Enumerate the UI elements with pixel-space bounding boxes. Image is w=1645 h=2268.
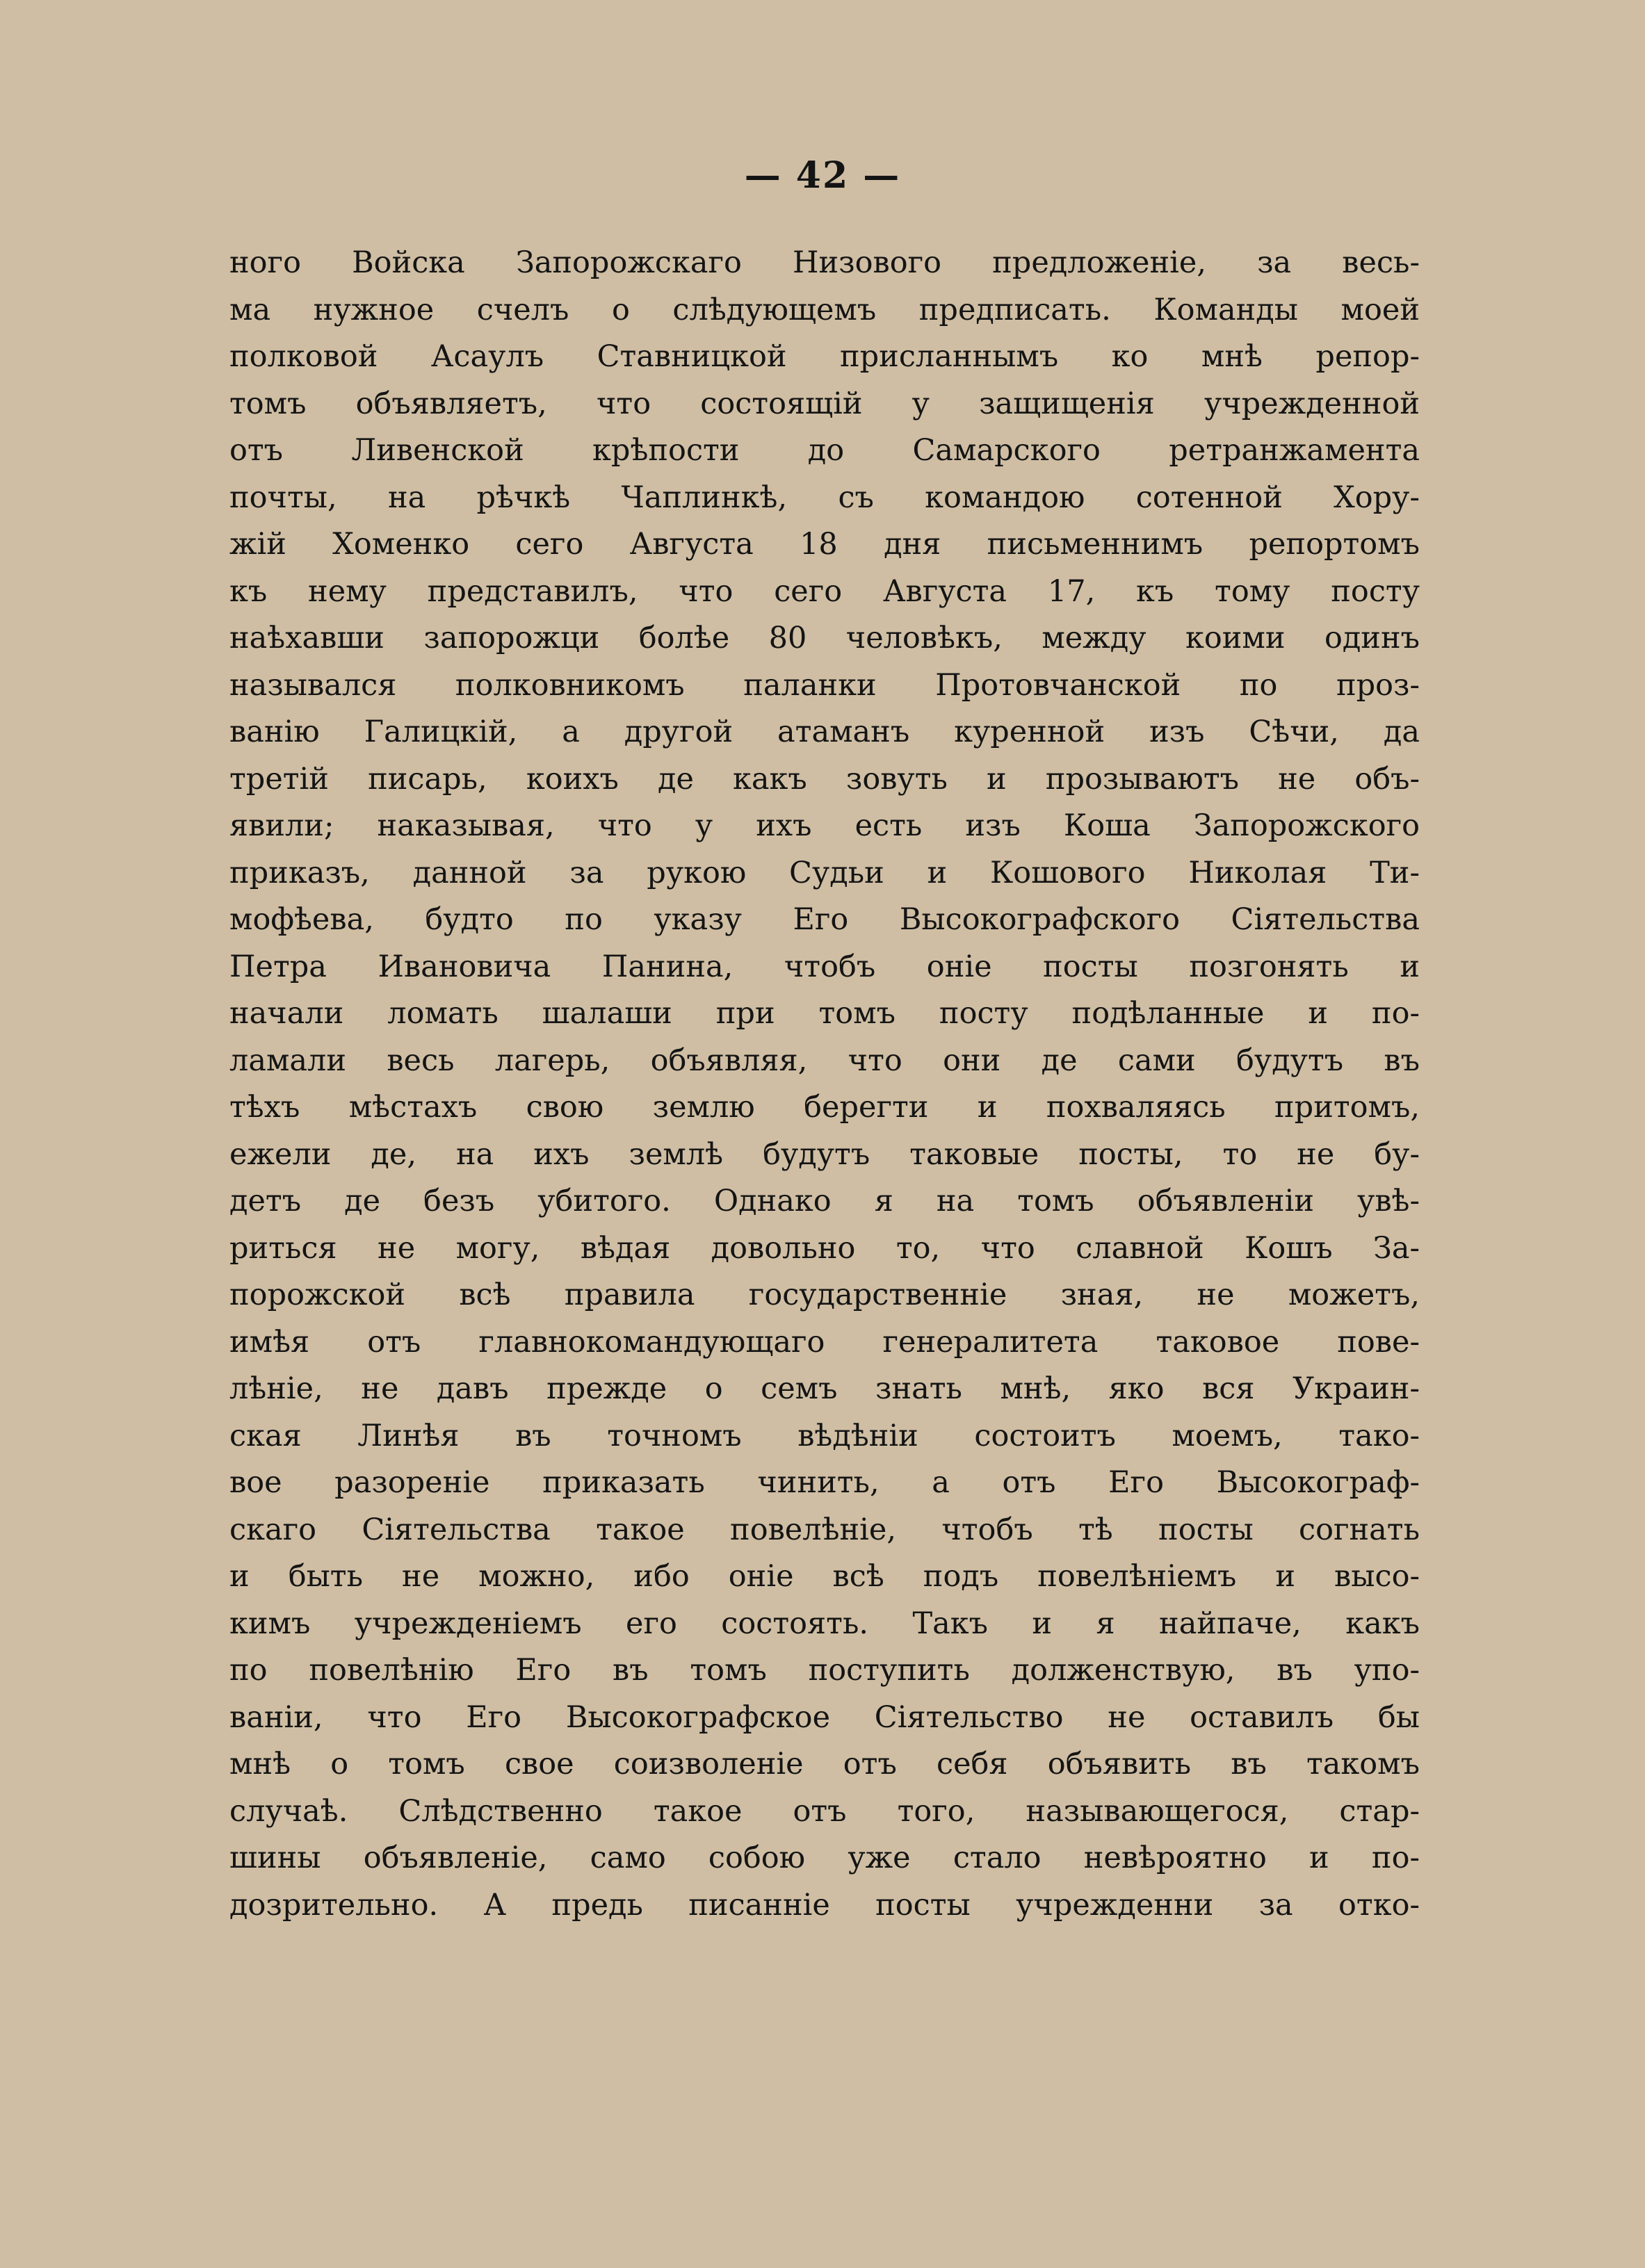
page-number: — 42 — xyxy=(744,154,901,197)
text-line: отъ Ливенской крѣпости до Самарского ретранжамента xyxy=(229,433,1420,468)
text-line: приказъ, данной за рукою Судьи и Кошового Николая Ти- xyxy=(229,855,1420,890)
text-line: полковой Асаулъ Ставницкой присланнымъ ко мнѣ репор- xyxy=(229,339,1420,374)
text-line: имѣя отъ главнокомандующаго генералитета таковое пове- xyxy=(229,1324,1420,1360)
text-line: мнѣ о томъ свое соизволеніе отъ себя объявить въ такомъ xyxy=(229,1747,1420,1781)
text-line: ванію Галицкій, а другой атаманъ куренной изъ Сѣчи, да xyxy=(229,715,1420,749)
text-line: кимъ учрежденіемъ его состоять. Такъ и я найпаче, какъ xyxy=(229,1606,1420,1641)
text-line: случаѣ. Слѣдственно такое отъ того, называющегося, стар- xyxy=(229,1793,1420,1829)
text-line: детъ де безъ убитого. Однако я на томъ объявленіи увѣ- xyxy=(229,1184,1420,1218)
text-line: по повелѣнію Его въ томъ поступить долженствую, въ упо- xyxy=(229,1653,1420,1688)
text-line: шины объявленіе, само собою уже стало невѣроятно и по- xyxy=(229,1841,1420,1875)
text-line: ваніи, что Его Высокографское Сіятельство не оставилъ бы xyxy=(229,1699,1420,1735)
body-text xyxy=(229,240,1420,1929)
text-line: ежели де, на ихъ землѣ будутъ таковые посты, то не бу- xyxy=(229,1136,1420,1172)
text-line: порожской всѣ правила государственніе зная, не можетъ, xyxy=(229,1278,1420,1312)
text-line: ламали весь лагерь, объявляя, что они де сами будутъ въ xyxy=(229,1043,1420,1078)
text-line: Петра Ивановича Панина, чтобъ оніе посты позгонять и xyxy=(229,949,1420,984)
text-line: риться не могу, вѣдая довольно то, что славной Кошъ За- xyxy=(229,1230,1420,1266)
text-line: третій писарь, коихъ де какъ зовуть и прозываютъ не объ- xyxy=(229,761,1420,797)
text-line: ма нужное счелъ о слѣдующемъ предписать. Команды моей xyxy=(229,292,1420,327)
text-line: почты, на рѣчкѣ Чаплинкѣ, съ командою сотенной Хору- xyxy=(229,480,1420,515)
text-line: тѣхъ мѣстахъ свою землю берегти и похваляясь притомъ, xyxy=(229,1090,1420,1125)
text-line: наѣхавши запорожци болѣе 80 человѣкъ, между коими одинъ xyxy=(229,621,1420,655)
text-line: дозрительно. А предь писанніе посты учрежденни за отко- xyxy=(229,1887,1420,1923)
text-line: начали ломать шалаши при томъ посту подѣланные и по- xyxy=(229,996,1420,1031)
text-line: вое разореніе приказать чинить, а отъ Его Высокограф- xyxy=(229,1465,1420,1500)
text-line: мофѣева, будто по указу Его Высокографского Сіятельства xyxy=(229,902,1420,937)
text-line: жій Хоменко сего Августа 18 дня письменнимъ репортомъ xyxy=(229,527,1420,562)
text-line: явили; наказывая, что у ихъ есть изъ Коша Запорожского xyxy=(229,808,1420,843)
text-line: и быть не можно, ибо оніе всѣ подъ повелѣніемъ и высо- xyxy=(229,1559,1420,1594)
text-line: томъ объявляетъ, что состоящій у защищенія учрежденной xyxy=(229,386,1420,421)
text-line: ного Войска Запорожскаго Низового предложеніе, за весь- xyxy=(229,245,1420,280)
text-line: лѣніе, не давъ прежде о семъ знать мнѣ, яко вся Украин- xyxy=(229,1371,1420,1406)
text-line: назывался полковникомъ паланки Протовчанской по проз- xyxy=(229,667,1420,703)
text-line: ская Линѣя въ точномъ вѣдѣніи состоитъ моемъ, тако- xyxy=(229,1418,1420,1453)
text-line: къ нему представилъ, что сего Августа 17, къ тому посту xyxy=(229,573,1420,609)
text-line: скаго Сіятельства такое повелѣніе, чтобъ тѣ посты согнать xyxy=(229,1512,1420,1547)
